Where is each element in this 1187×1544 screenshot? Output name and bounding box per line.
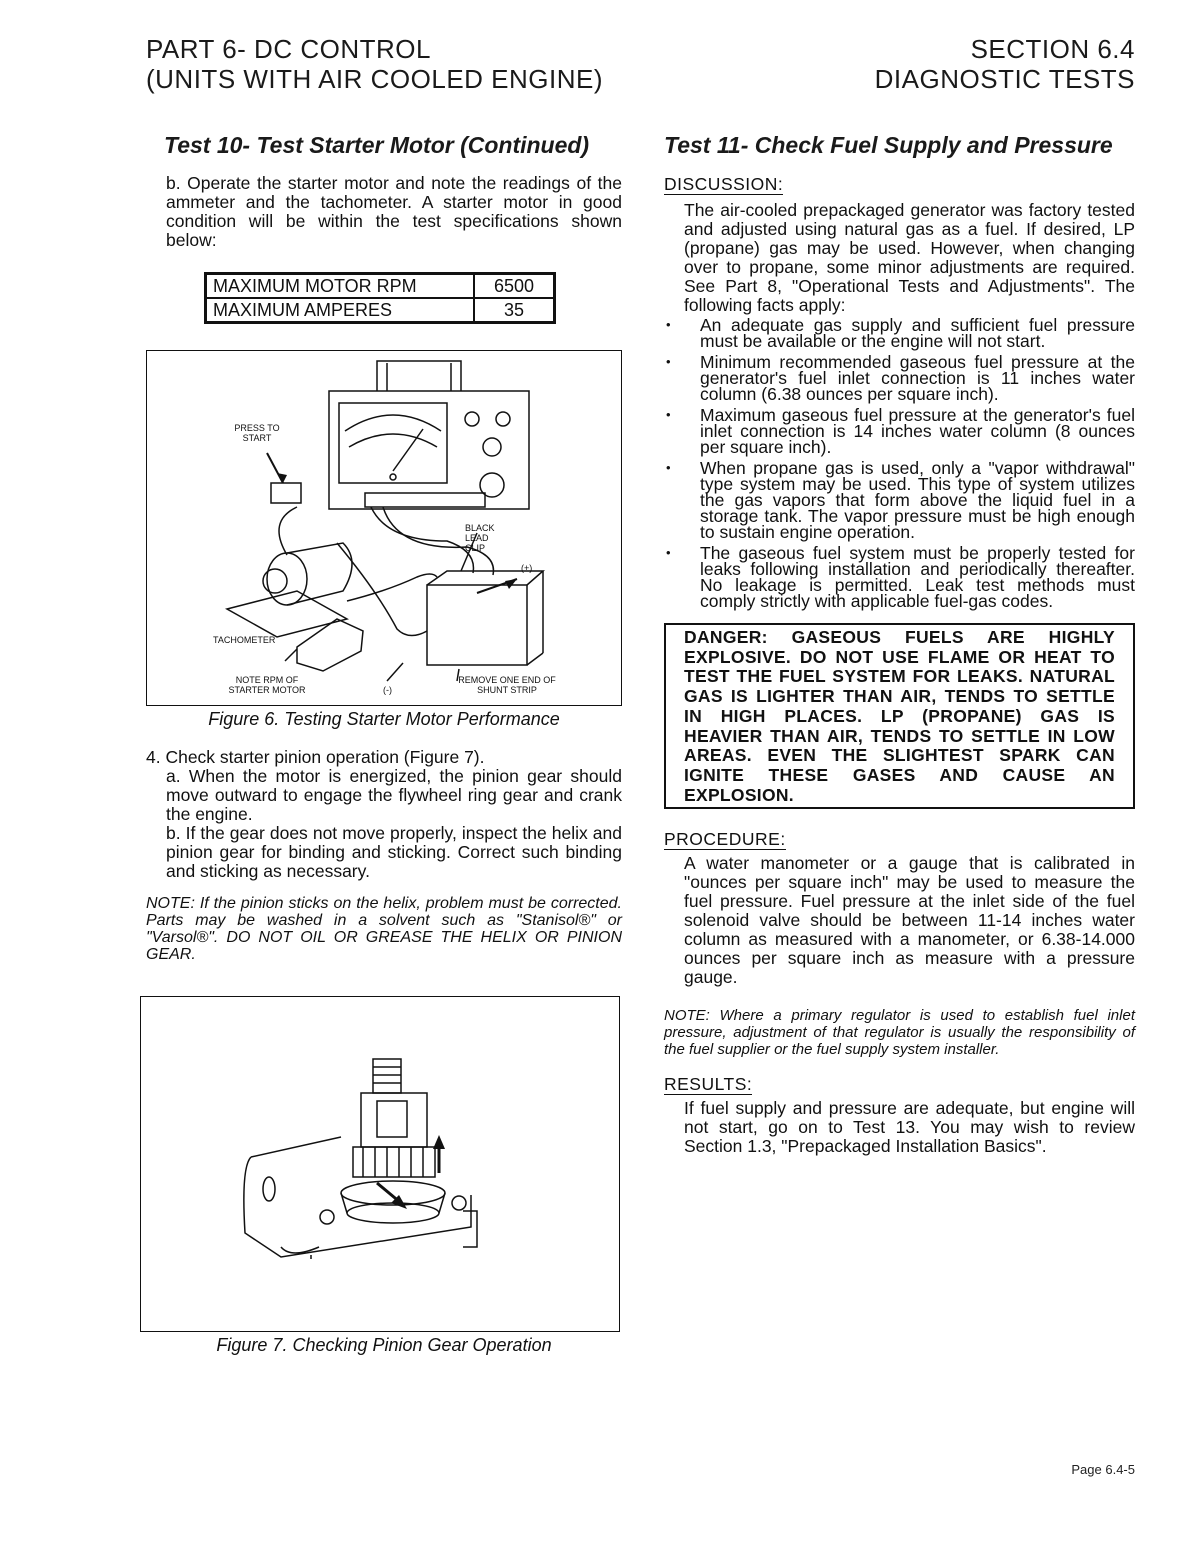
left-column: [146, 130, 622, 1355]
figure-7-caption: Figure 7. Checking Pinion Gear Operation: [216, 1335, 552, 1355]
figure-7-box: [140, 996, 620, 1332]
spec-table: [204, 272, 556, 324]
label-line: LEAD: [465, 533, 489, 543]
starter-test-illustration: [147, 351, 621, 705]
figure-6-caption: Figure 6. Testing Starter Motor Performance: [208, 709, 560, 729]
label-line: STARTER MOTOR: [228, 685, 306, 695]
test11-title: Test 11- Check Fuel Supply and Pressure: [664, 132, 1113, 158]
table-row: [206, 274, 555, 299]
part-subtitle: (UNITS WITH AIR COOLED ENGINE): [146, 64, 604, 94]
spec-value: 35: [474, 298, 555, 323]
part-title: PART 6- DC CONTROL: [146, 34, 431, 64]
label-black-lead-clip: [465, 523, 505, 553]
procedure-heading: PROCEDURE:: [664, 829, 786, 850]
section-subtitle: DIAGNOSTIC TESTS: [874, 64, 1135, 94]
table-row: [206, 298, 555, 323]
spec-label: MAXIMUM MOTOR RPM: [206, 274, 475, 299]
step-4: 4. Check starter pinion operation (Figure 7).: [146, 747, 485, 767]
figure-6-box: [146, 350, 622, 706]
procedure-text: A water manometer or a gauge that is calibrated in "ounces per square inch" may be used to measure the fuel pressure. Fuel pressure at the inlet side of the fuel solenoid valve should be between 11-14 inches water column as measured with a manometer, or 6.38-14.000 ounces per square inch as measure with a pressure gauge.: [684, 853, 1135, 988]
test10-title: Test 10- Test Starter Motor (Continued): [164, 132, 590, 158]
label-positive: (+): [521, 563, 533, 573]
label-line: REMOVE ONE END OF: [458, 675, 556, 685]
label-line: PRESS TO: [234, 423, 280, 433]
label-press-to-start: [227, 423, 287, 443]
spec-value: 6500: [474, 274, 555, 299]
step-4b: b. If the gear does not move properly, inspect the helix and pinion gear for binding and sticking. Correct such binding and sticking as necessary.: [166, 823, 622, 881]
page-header-right: [875, 34, 1135, 94]
regulator-note: NOTE: Where a primary regulator is used to establish fuel inlet pressure, adjustment of that regulator is usually the responsibility of the fuel supplier or the fuel supply system installer.: [664, 1007, 1135, 1059]
label-remove-shunt: [447, 675, 567, 695]
right-column: [664, 130, 1135, 1156]
page-number: Page 6.4-5: [1071, 1462, 1135, 1477]
label-line: CLIP: [465, 543, 486, 553]
facts-list: [664, 317, 1135, 609]
results-text: If fuel supply and pressure are adequate, but engine will not start, go on to Test 13. You may wish to review Section 1.3, "Prepackaged Installation Basics".: [684, 1098, 1135, 1157]
spec-label: MAXIMUM AMPERES: [206, 298, 475, 323]
step-4a: a. When the motor is energized, the pinion gear should move outward to engage the flywheel ring gear and crank the engine.: [166, 766, 622, 824]
label-line: START: [242, 433, 272, 443]
discussion-text: The air-cooled prepackaged generator was factory tested and adjusted using natural gas as a fuel. If desired, LP (propane) gas may be used. However, when changing over to propane, some minor adjustments are required. See Part 8, "Operational Tests and Adjustments". The following facts apply:: [684, 200, 1135, 315]
label-negative: (-): [383, 685, 392, 695]
discussion-heading: DISCUSSION:: [664, 174, 784, 194]
pinion-gear-illustration: [141, 997, 619, 1331]
section-title: SECTION 6.4: [970, 34, 1135, 64]
label-note-rpm: [207, 675, 327, 695]
danger-box: DANGER: GASEOUS FUELS ARE HIGHLY EXPLOSIVE. DO NOT USE FLAME OR HEAT TO TEST THE FUEL SYSTEM FOR LEAKS. NATURAL GAS IS LIGHTER THAN AIR, TENDS TO SETTLE IN HIGH PLACES. LP (PROPANE) GAS IS HEAVIER THAN AIR, TENDS TO SETTLE IN LOW AREAS. EVEN THE SLIGHTEST SPARK CAN IGNITE THESE GASES AND CAUSE AN EXPLOSION.: [664, 623, 1135, 809]
results-heading: RESULTS:: [664, 1074, 753, 1095]
label-tachometer: TACHOMETER: [213, 635, 276, 645]
list-item: • An adequate gas supply and sufficient fuel pressure must be available or the engine will not start.: [664, 317, 1135, 349]
label-line: NOTE RPM OF: [235, 675, 299, 685]
label-line: BLACK: [465, 523, 495, 533]
list-item: • Maximum gaseous fuel pressure at the generator's fuel inlet connection is 14 inches water column (8 ounces per square inch).: [664, 407, 1135, 455]
pinion-note: NOTE: If the pinion sticks on the helix, problem must be corrected. Parts may be washed in a solvent such as "Stanisol®" or "Varsol®". DO NOT OIL OR GREASE THE HELIX OR PINION GEAR.: [146, 895, 622, 963]
page-header-left: [146, 34, 603, 94]
list-item: • Minimum recommended gaseous fuel pressure at the generator's fuel inlet connection is 11 inches water column (6.38 ounces per square inch).: [664, 354, 1135, 402]
list-item: • The gaseous fuel system must be properly tested for leaks following installation and periodically thereafter. No leakage is permitted. Leak test methods must comply strictly with applicable fuel-gas codes.: [664, 545, 1135, 609]
label-line: SHUNT STRIP: [477, 685, 537, 695]
test10-para-b: b. Operate the starter motor and note the readings of the ammeter and the tachometer. A starter motor in good condition will be within the test specifications shown below:: [166, 173, 622, 250]
list-item: • When propane gas is used, only a "vapor withdrawal" type system may be used. This type of system utilizes the gas vapors that form above the liquid fuel in a storage tank. The vapor pressure must be high enough to sustain engine operation.: [664, 460, 1135, 540]
